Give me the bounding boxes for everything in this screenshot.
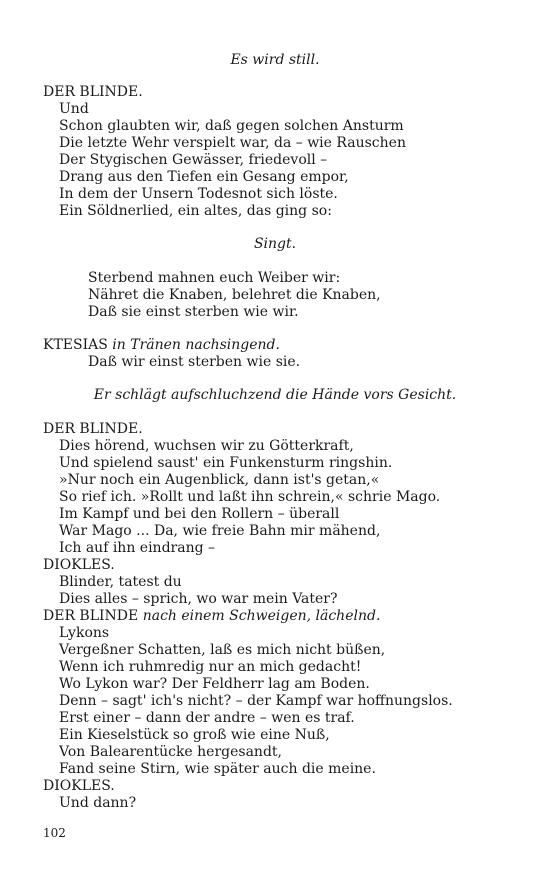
verse-line: [88, 354, 300, 371]
verse-line-text: So rief ich. »Rollt und laßt ihn schrein,« schrie Mago.: [59, 489, 441, 505]
verse-line-text: Von Balearentücke hergesandt,: [59, 744, 282, 760]
speaker-name-text: DER BLINDE.: [43, 421, 143, 437]
verse-line-text: War Mago ... Da, wie freie Bahn mir mähend,: [59, 523, 381, 539]
verse-line-text: Die letzte Wehr verspielt war, da – wie Rauschen: [59, 135, 406, 151]
verse-line-text: Und dann?: [59, 795, 137, 811]
speaker-name-text: DIOKLES.: [43, 557, 115, 573]
stage-direction: [0, 387, 550, 404]
verse-line-text: Erst einer – dann der andre – wen es traf.: [59, 710, 355, 726]
verse-line: [59, 118, 404, 135]
stage-direction-inline: nach einem Schweigen, lächelnd.: [138, 608, 381, 624]
verse-line: [59, 169, 349, 186]
verse-line: [59, 676, 370, 693]
stage-direction-inline: in Tränen nachsingend.: [107, 337, 280, 353]
speaker-name-text: DER BLINDE.: [43, 84, 143, 100]
verse-line-text: Lykons: [59, 625, 110, 641]
verse-line: [88, 270, 340, 287]
speaker-name-text: DER BLINDE: [43, 608, 139, 624]
speaker-name-text: KTESIAS: [43, 337, 108, 353]
verse-line: [59, 489, 440, 506]
verse-line-text: Sterbend mahnen euch Weiber wir:: [88, 270, 341, 286]
verse-line-text: Und spielend saust' ein Funkensturm ringshin.: [59, 455, 393, 471]
speaker-name: [43, 84, 143, 101]
verse-line-text: Denn – sagt' ich's nicht? – der Kampf war hoffnungslos.: [59, 693, 453, 709]
verse-line: [59, 710, 355, 727]
verse-line-text: Drang aus den Tiefen ein Gesang empor,: [59, 169, 349, 185]
speaker-name: [43, 608, 380, 625]
verse-line: [59, 727, 330, 744]
verse-line: [59, 540, 215, 557]
stage-direction: [0, 52, 550, 69]
verse-line: [59, 761, 376, 778]
stage-direction-text: Singt.: [253, 236, 297, 252]
verse-line: [59, 455, 392, 472]
verse-line: [59, 744, 282, 761]
verse-line-text: Dies hörend, wuchsen wir zu Götterkraft,: [59, 438, 354, 454]
verse-line-text: Ein Kieselstück so groß wie eine Nuß,: [59, 727, 330, 743]
verse-line-text: Und: [59, 101, 89, 117]
verse-line: [59, 625, 109, 642]
verse-line: [59, 506, 339, 523]
verse-line: [59, 135, 406, 152]
verse-line: [59, 203, 332, 220]
verse-line: [59, 591, 338, 608]
stage-direction-text: Es wird still.: [230, 52, 320, 68]
verse-line-text: Wo Lykon war? Der Feldherr lag am Boden.: [59, 676, 370, 692]
verse-line: [59, 659, 361, 676]
verse-line-text: Schon glaubten wir, daß gegen solchen Ansturm: [59, 118, 404, 134]
verse-line: [59, 186, 338, 203]
verse-line: [59, 152, 327, 169]
verse-line: [59, 101, 89, 118]
speaker-name: [43, 421, 143, 438]
verse-line: [59, 642, 385, 659]
verse-line: [59, 523, 380, 540]
verse-line-text: Ich auf ihn eindrang –: [59, 540, 216, 556]
verse-line-text: Daß sie einst sterben wie wir.: [88, 304, 299, 320]
verse-line: [59, 795, 136, 812]
verse-line: [59, 693, 453, 710]
speaker-name: [43, 337, 280, 354]
verse-line: [59, 574, 182, 591]
verse-line-text: Im Kampf und bei den Rollern – überall: [59, 506, 340, 522]
verse-line: [59, 438, 354, 455]
verse-line-text: Der Stygischen Gewässer, friedevoll –: [59, 152, 328, 168]
stage-direction-text: Er schlägt aufschluchzend die Hände vors Gesicht.: [93, 387, 457, 403]
verse-line-text: Daß wir einst sterben wie sie.: [88, 354, 301, 370]
verse-line-text: Blinder, tatest du: [59, 574, 182, 590]
verse-line-text: Nähret die Knaben, belehret die Knaben,: [88, 287, 381, 303]
page-number: 102: [43, 826, 66, 840]
verse-line: [88, 304, 299, 321]
verse-line-text: Fand seine Stirn, wie später auch die meine.: [59, 761, 376, 777]
speaker-name: [43, 778, 115, 795]
verse-line-text: Vergeßner Schatten, laß es mich nicht büßen,: [59, 642, 386, 658]
verse-line: [88, 287, 381, 304]
verse-line-text: »Nur noch ein Augenblick, dann ist's getan,«: [59, 472, 380, 488]
speaker-name: [43, 557, 115, 574]
verse-line-text: Wenn ich ruhmredig nur an mich gedacht!: [59, 659, 362, 675]
verse-line: [59, 472, 379, 489]
stage-direction: [0, 236, 550, 253]
verse-line-text: Dies alles – sprich, wo war mein Vater?: [59, 591, 338, 607]
speaker-name-text: DIOKLES.: [43, 778, 115, 794]
verse-line-text: Ein Söldnerlied, ein altes, das ging so:: [59, 203, 332, 219]
verse-line-text: In dem der Unsern Todesnot sich löste.: [59, 186, 338, 202]
